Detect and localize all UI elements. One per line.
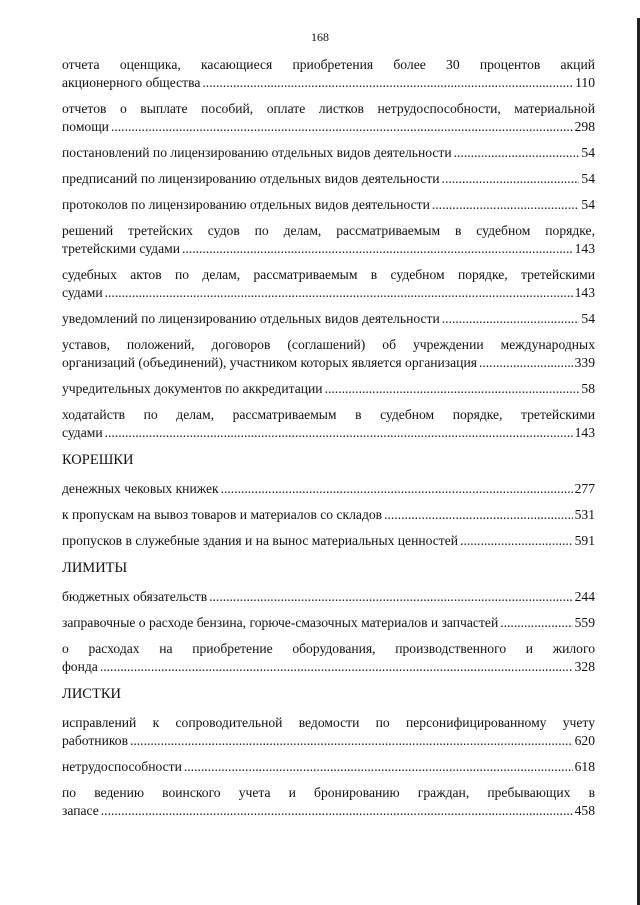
index-entry [62,336,595,372]
section-heading: КОРЕШКИ [62,452,134,468]
section-heading: ЛИМИТЫ [62,560,128,576]
section-heading: ЛИСТКИ [62,686,121,702]
entry-text-line: отчета оценщика, касающиеся приобретения более 30 процентов акций [62,57,595,72]
entry-text-continuation: помощи [62,119,109,134]
entry-text-line: ходатайств по делам, рассматриваемым в судебном порядке, третейскими [62,407,595,422]
entry-last-line [62,424,595,442]
leader-dots [325,380,580,398]
entry-page-number: 54 [581,145,595,160]
entry-text-line: отчетов о выплате пособий, оплате листков нетрудоспособности, материальной [62,101,595,116]
leader-dots [100,658,573,676]
entry-text-continuation: работников [62,733,128,748]
leader-dots [432,196,580,214]
entry-text: предписаний по лицензированию отдельных видов деятельности [62,171,440,186]
index-entry [62,784,595,820]
entry-text: постановлений по лицензированию отдельных видов деятельности [62,145,452,160]
entry-text: бюджетных обязательств [62,589,208,604]
entry-text: нетрудоспособности [62,759,182,774]
entry-page-number: 244 [574,589,595,604]
entry-page-number: 143 [574,241,595,256]
entry-text-continuation: третейскими судами [62,241,180,256]
entry-last-line [62,354,595,372]
entry-text-continuation: фонда [62,659,98,674]
leader-dots [202,74,573,92]
entry-text-line: о расходах на приобретение оборудования, производственного и жилого [62,641,595,656]
entry-text-continuation: организаций (объединений), участником которых является организация [62,355,477,370]
entry-text-line: уставов, положений, договоров (соглашений) об учреждении международных [62,337,595,352]
index-entry [62,196,595,214]
index-entry [62,266,595,302]
entry-text: протоколов по лицензированию отдельных видов деятельности [62,197,430,212]
index-entry [62,170,595,188]
leader-dots [500,614,572,632]
entry-last-line [62,732,595,750]
leader-dots [101,802,573,820]
entry-last-line [62,658,595,676]
entry-last-line [62,74,595,92]
entry-last-line [62,284,595,302]
page-number: 168 [311,30,329,44]
index-entry [62,758,595,776]
entry-page-number: 328 [574,659,595,674]
entry-page-number: 531 [574,507,595,522]
entry-text-line: по ведению воинского учета и бронированию граждан, пребывающих в [62,785,595,800]
leader-dots [184,758,573,776]
leader-dots [454,144,580,162]
entry-page-number: 54 [581,171,595,186]
index-entry [62,100,595,136]
entry-page-number: 143 [574,425,595,440]
entry-text: денежных чековых книжек [62,481,219,496]
entry-text: учредительных документов по аккредитации [62,381,323,396]
index-entry [62,56,595,92]
entry-text-line: судебных актов по делам, рассматриваемым в судебном порядке, третейскими [62,267,595,282]
index-entry [62,380,595,398]
entry-text-continuation: акционерного общества [62,75,201,90]
entry-text-line: исправлений к сопроводительной ведомости по персонифицированному учету [62,715,595,730]
entry-page-number: 54 [581,311,595,326]
entry-text: заправочные о расходе бензина, горюче-смазочных материалов и запчастей [62,615,499,630]
index-entry [62,614,595,632]
leader-dots [111,118,573,136]
leader-dots [182,240,573,258]
entry-page-number: 620 [574,733,595,748]
leader-dots [460,532,573,550]
entry-text-continuation: судами [62,425,103,440]
entry-last-line [62,118,595,136]
index-entry [62,532,595,550]
leader-dots [479,354,573,372]
index-entry [62,406,595,442]
leader-dots [442,310,580,328]
index-entry [62,640,595,676]
index-entry [62,144,595,162]
entry-last-line [62,240,595,258]
entry-page-number: 110 [575,75,595,90]
entry-text-line: решений третейских судов по делам, рассматриваемым в судебном порядке, [62,223,595,238]
entry-page-number: 298 [574,119,595,134]
entry-page-number: 339 [574,355,595,370]
entry-text: к пропускам на вывоз товаров и материалов со складов [62,507,383,522]
entry-page-number: 277 [574,481,595,496]
entry-last-line [62,802,595,820]
leader-dots [384,506,573,524]
entry-page-number: 458 [574,803,595,818]
entry-page-number: 591 [574,533,595,548]
index-entry [62,714,595,750]
leader-dots [221,480,573,498]
leader-dots [209,588,572,606]
index-entry [62,506,595,524]
entry-text-continuation: запасе [62,803,99,818]
entry-page-number: 559 [574,615,595,630]
leader-dots [442,170,580,188]
index-entry [62,588,595,606]
leader-dots [105,284,573,302]
leader-dots [105,424,573,442]
entry-page-number: 54 [581,197,595,212]
index-list [62,56,595,828]
entry-page-number: 143 [574,285,595,300]
index-entry [62,480,595,498]
index-entry [62,310,595,328]
entry-text-continuation: судами [62,285,103,300]
entry-page-number: 58 [581,381,595,396]
entry-page-number: 618 [574,759,595,774]
index-entry [62,222,595,258]
entry-text: уведомлений по лицензированию отдельных видов деятельности [62,311,440,326]
entry-text: пропусков в служебные здания и на вынос материальных ценностей [62,533,459,548]
leader-dots [130,732,573,750]
